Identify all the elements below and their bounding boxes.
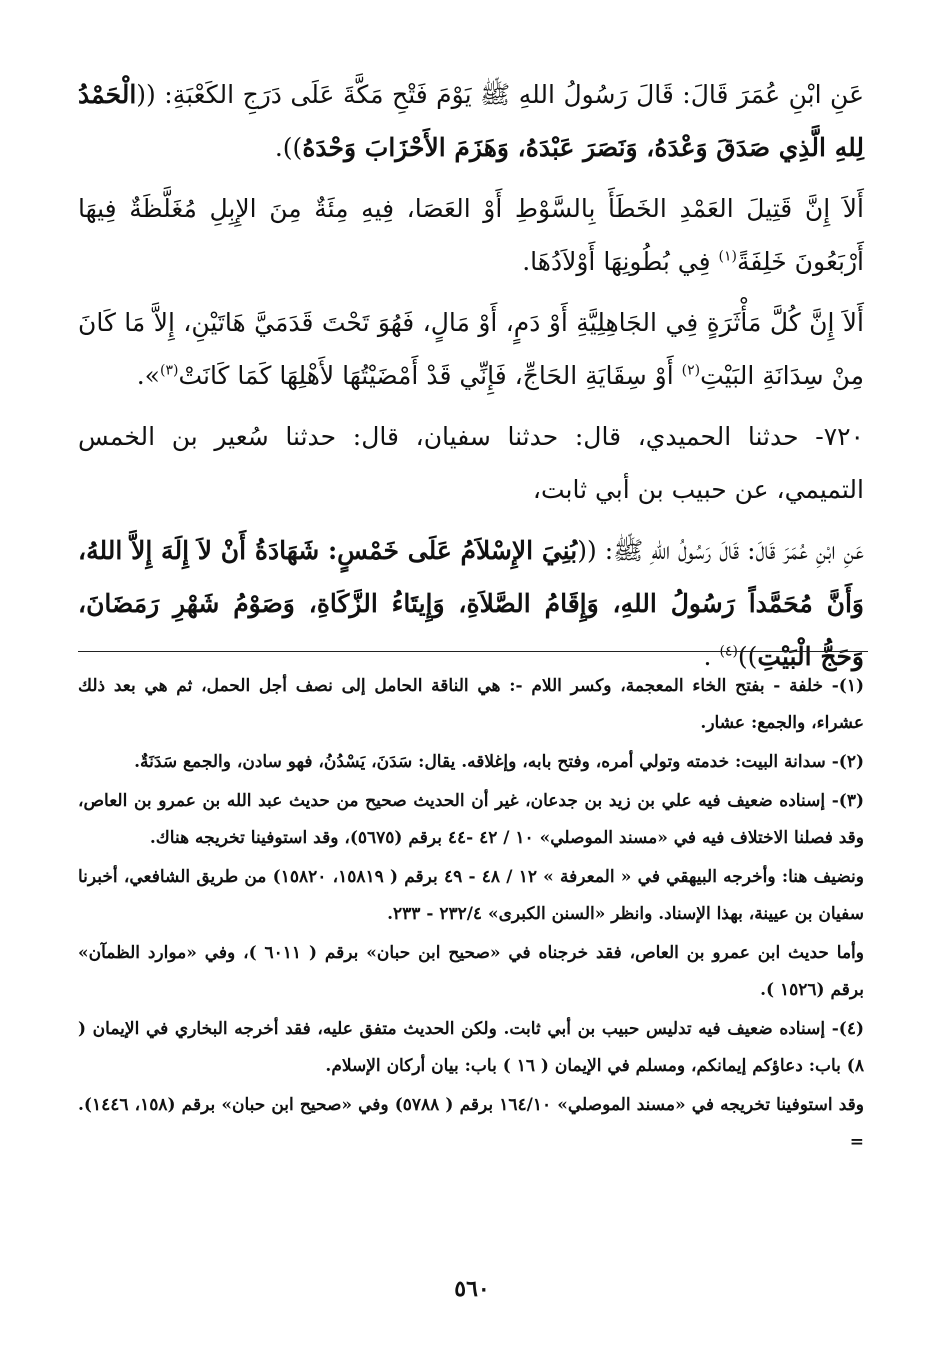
paragraph-maathara [78,296,864,402]
hadith-intro: عَنِ ابْنِ عُمَرَ قَالَ: قَالَ رَسُولُ اللهِ ﷺ يَوْمَ فَتْحِ مَكَّةَ عَلَى دَرَجِ الكَعْبَةِ: (( [136,80,864,109]
footnote-ref-4[interactable]: (٤) [719,643,738,660]
paragraph-text: أَلاَ إِنَّ قَتِيلَ العَمْدِ الخَطَأَ بِالسَّوْطِ أَوْ العَصَا، فِيهِ مِئَةٌ مِنَ الإِبِلِ مُغَلَّظَةٌ فِيهَا أَرْبَعُونَ خَلِفَةً [78,194,864,276]
footnote-3-continuation: وأما حديث ابن عمرو بن العاص، فقد خرجناه في «صحيح ابن حبان» برقم ( ٦٠١١ )، وفي «موارد الظمآن» برقم (١٥٢٦ ). [78,943,864,1000]
main-text [78,68,864,691]
paragraph-text: أَلاَ إِنَّ كُلَّ مَأْثَرَةٍ فِي الجَاهِلِيَّةِ أَوْ دَمٍ، أَوْ مَالٍ، فَهُوَ تَحْتَ قَدَمَيَّ هَاتَيْنِ، إِلاَّ مَا كَانَ مِنْ سِدَانَةِ البَيْتِ [78,308,864,390]
paragraph-text: أَوْ سِقَايَةِ الحَاجِّ، فَإِنِّي قَدْ أَمْضَيْتُهَا لأَهْلِهَا كَمَا كَانَتْ [178,361,682,390]
paragraph-hadith-makkah [78,68,864,174]
footnote-4: (٤)- إسناده ضعيف فيه تدليس حبيب بن أبي ثابت. ولكن الحديث متفق عليه، فقد أخرجه البخاري في الإيمان ( ٨) باب: دعاؤكم إيمانكم، ومسلم في الإيمان ( ١٦ ) باب: بيان أركان الإسلام. [78,1019,864,1076]
footnote-ref-2[interactable]: (٢) [681,362,701,379]
footnote-separator [78,651,868,652]
isnad-720: ٧٢٠- حدثنا الحميدي، قال: حدثنا سفيان، قال: حدثنا سُعير بن الخمس التميمي، عن حبيب بن أبي ثابت، [78,422,864,504]
footnote-4-continuation: وقد استوفينا تخريجه في «مسند الموصلي» ١٦٤/١٠ برقم ( ٥٧٨٨) وفي «صحيح ابن حبان» برقم (١٥٨، ١٤٤٦). = [78,1095,864,1152]
page-number: ٥٦٠ [454,1276,490,1302]
footnote-ref-1[interactable]: (١) [718,248,737,265]
footnote-2: (٢)- سدانة البيت: خدمته وتولي أمره، وفتح بابه، وإغلاقه. يقال: سَدَنَ، يَسْدُنُ، فهو سادن، والجمع سَدَنَةٌ. [134,752,864,772]
footnote-ref-3[interactable]: (٣) [159,362,179,379]
footnote-3: (٣)- إسناده ضعيف فيه علي بن زيد بن جدعان، غير أن الحديث صحيح من حديث عبد الله بن عمرو بن العاص، وقد فصلنا الاختلاف فيه في «مسند الموصلي» ١٠ / ٤٢ -٤٤ برقم (٥٦٧٥)، وقد استوفينا تخريجه هناك. [78,791,864,848]
footnotes [78,668,864,1163]
paragraph-hadith-islam [78,524,864,683]
quote-close: ». [136,361,160,390]
paragraph-text: فِي بُطُونِهَا أَوْلاَدُهَا. [522,247,719,276]
footnote-3-addition: ونضيف هنا: وأخرجه البيهقي في « المعرفة » ١٢ / ٤٨ - ٤٩ برقم ( ١٥٨١٩، ١٥٨٢٠) من طريق الشافعي، أخبرنا سفيان بن عيينة، بهذا الإسناد. وانظر «السنن الكبرى» ٢٣٢/٤ - ٢٣٣. [78,867,865,924]
paragraph-end: . [703,642,720,671]
hadith-quote: الْحَمْدُ لِلهِ الَّذِي صَدَقَ وَعْدَهُ، وَنَصَرَ عَبْدَهُ، وَهَزَمَ الأَحْزَابَ وَحْدَهُ [78,80,864,162]
quote-close: )). [274,133,303,162]
quote-close: )) [737,642,758,671]
hadith-intro: عَنِ ابْنِ عُمَرَ قَالَ: قَالَ رَسُولُ اللهِ ﷺ: (( [577,536,864,565]
hadith-quote: بُنِيَ الإِسْلاَمُ عَلَى خَمْسٍ: شَهَادَةُ أَنْ لاَ إِلَهَ إِلاَّ اللهُ، وَأَنَّ مُحَمَّداً رَسُولُ اللهِ، وَإِقَامُ الصَّلاَةِ، وَإِيتَاءُ الزَّكَاةِ، وَصَوْمُ شَهْرِ رَمَضَانَ، وَحَجُّ الْبَيْتِ [78,536,864,671]
paragraph-qatil-al-amd [78,182,864,288]
footnote-1: (١)- خلفة - بفتح الخاء المعجمة، وكسر اللام -: هي الناقة الحامل إلى نصف أجل الحمل، ثم هي بعد ذلك عشراء، والجمع: عشار. [78,676,864,733]
